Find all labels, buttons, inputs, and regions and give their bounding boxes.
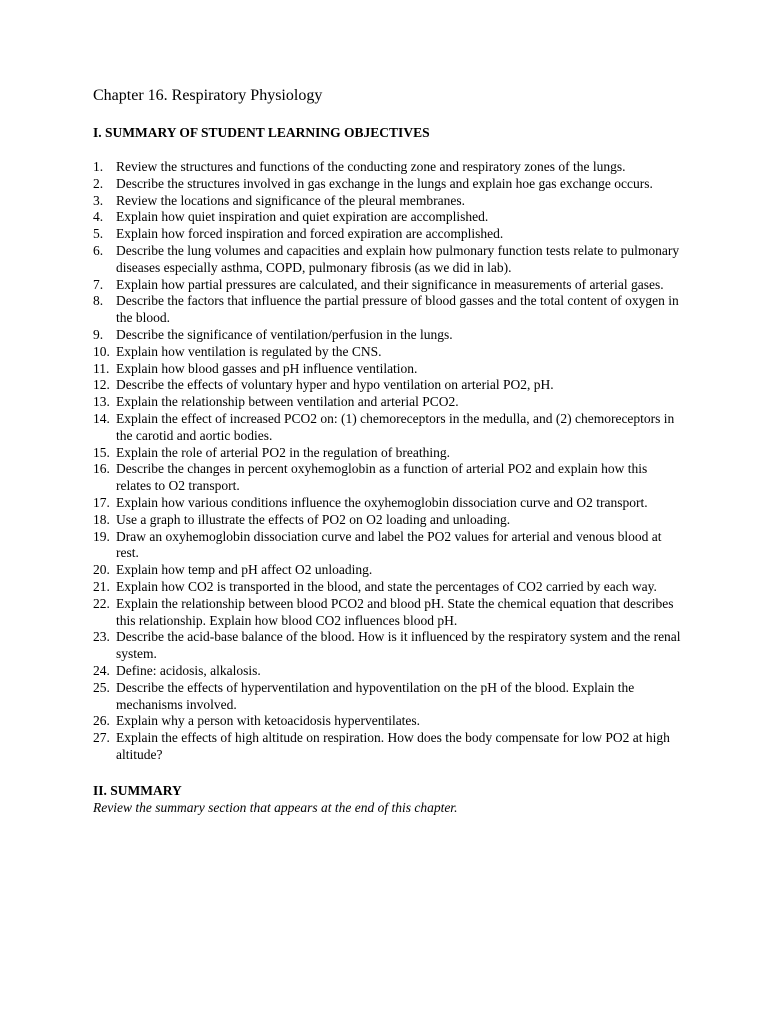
objective-text: Describe the acid-base balance of the blood. How is it influenced by the respiratory system and the renal system. [116,629,681,662]
objective-text: Review the locations and significance of the pleural membranes. [116,192,466,208]
objective-number: 7. [93,276,104,292]
objective-item [93,629,683,663]
objective-item [93,529,683,563]
objective-text: Describe the lung volumes and capacities and explain how pulmonary function tests relate to pulmonary diseases especially asthma, COPD, pulmonary fibrosis (as we did in lab). [116,242,680,275]
objective-number: 2. [93,175,104,191]
objective-item [93,327,683,344]
objective-item [93,713,683,730]
objective-text: Explain why a person with ketoacidosis hyperventilates. [116,713,421,729]
objective-item [93,461,683,495]
objective-text: Explain the effects of high altitude on respiration. How does the body compensate for low PO2 at high altitude? [116,730,670,762]
objective-number: 19. [93,528,110,544]
objective-number: 10. [93,343,110,359]
objective-item [93,159,683,176]
objectives-heading: I. SUMMARY OF STUDENT LEARNING OBJECTIVES [93,125,430,140]
objective-number: 22. [93,595,110,611]
objective-text: Explain how ventilation is regulated by the CNS. [116,343,382,359]
objective-text: Define: acidosis, alkalosis. [116,662,261,678]
objective-text: Explain how forced inspiration and forced expiration are accomplished. [116,226,504,242]
objective-text: Explain how CO2 is transported in the blood, and state the percentages of CO2 carried by each way. [116,578,657,594]
objective-number: 20. [93,562,110,578]
objective-item [93,394,683,411]
objective-text: Describe the factors that influence the partial pressure of blood gasses and the total content of oxygen in the blood. [116,293,679,326]
objective-item [93,226,683,243]
objective-text: Explain the relationship between ventilation and arterial PCO2. [116,394,459,410]
objective-item [93,277,683,294]
document-page [93,86,683,816]
objective-item [93,377,683,394]
objective-item [93,596,683,630]
objective-text: Describe the effects of voluntary hyper and hypo ventilation on arterial PO2, pH. [116,377,554,393]
chapter-title: Chapter 16. Respiratory Physiology [93,87,323,104]
objective-item [93,176,683,193]
objective-number: 13. [93,394,110,410]
objective-text: Explain the role of arterial PO2 in the regulation of breathing. [116,444,451,460]
objective-number: 25. [93,679,110,695]
objective-text: Explain how quiet inspiration and quiet expiration are accomplished. [116,209,489,225]
objective-item [93,445,683,462]
objective-number: 6. [93,242,104,258]
objective-item [93,579,683,596]
objective-text: Describe the significance of ventilation/perfusion in the lungs. [116,326,453,342]
objective-number: 3. [93,192,104,208]
objective-item [93,411,683,445]
objective-number: 4. [93,209,104,225]
objective-number: 8. [93,293,104,309]
objective-text: Explain the relationship between blood PCO2 and blood pH. State the chemical equation that describes this relationship. Explain how blood CO2 influences blood pH. [116,595,674,628]
objective-item [93,562,683,579]
objective-text: Explain how temp and pH affect O2 unloading. [116,562,373,578]
objective-item [93,361,683,378]
objective-text: Review the structures and functions of the conducting zone and respiratory zones of the lungs. [116,159,626,174]
objective-number: 11. [93,360,110,376]
objective-item [93,730,683,764]
objective-number: 21. [93,578,110,594]
objective-number: 17. [93,494,110,510]
objective-text: Describe the changes in percent oxyhemoglobin as a function of arterial PO2 and explain how this relates to O2 transport. [116,461,648,494]
objective-item [93,495,683,512]
objective-number: 23. [93,629,110,645]
objective-text: Draw an oxyhemoglobin dissociation curve and label the PO2 values for arterial and venous blood at rest. [116,528,662,561]
summary-heading: II. SUMMARY [93,782,182,798]
objective-item [93,193,683,210]
objective-item [93,680,683,714]
objective-number: 1. [93,159,104,174]
summary-text: Review the summary section that appears at the end of this chapter. [93,799,458,815]
objective-number: 9. [93,326,104,342]
objective-number: 24. [93,662,110,678]
objective-number: 27. [93,730,110,746]
objective-item [93,293,683,327]
objective-number: 14. [93,410,110,426]
objective-text: Use a graph to illustrate the effects of PO2 on O2 loading and unloading. [116,511,511,527]
objective-number: 16. [93,461,110,477]
objective-text: Explain how partial pressures are calculated, and their significance in measurements of arterial gases. [116,276,664,292]
objective-number: 26. [93,713,110,729]
objectives-list [93,159,683,764]
objective-text: Explain how various conditions influence the oxyhemoglobin dissociation curve and O2 transport. [116,494,648,510]
objective-text: Explain how blood gasses and pH influence ventilation. [116,360,418,376]
objective-number: 18. [93,511,110,527]
objective-item [93,344,683,361]
objective-text: Describe the effects of hyperventilation and hypoventilation on the pH of the blood. Explain the mechanisms involved. [116,679,635,712]
objective-number: 5. [93,226,104,242]
objective-item [93,663,683,680]
objective-text: Describe the structures involved in gas exchange in the lungs and explain hoe gas exchange occurs. [116,175,653,191]
objective-item [93,512,683,529]
objective-item [93,209,683,226]
objective-item [93,243,683,277]
objective-number: 12. [93,377,110,393]
objective-number: 15. [93,444,110,460]
objective-text: Explain the effect of increased PCO2 on: (1) chemoreceptors in the medulla, and (2) chemoreceptors in the carotid and aortic bodies. [116,410,675,443]
